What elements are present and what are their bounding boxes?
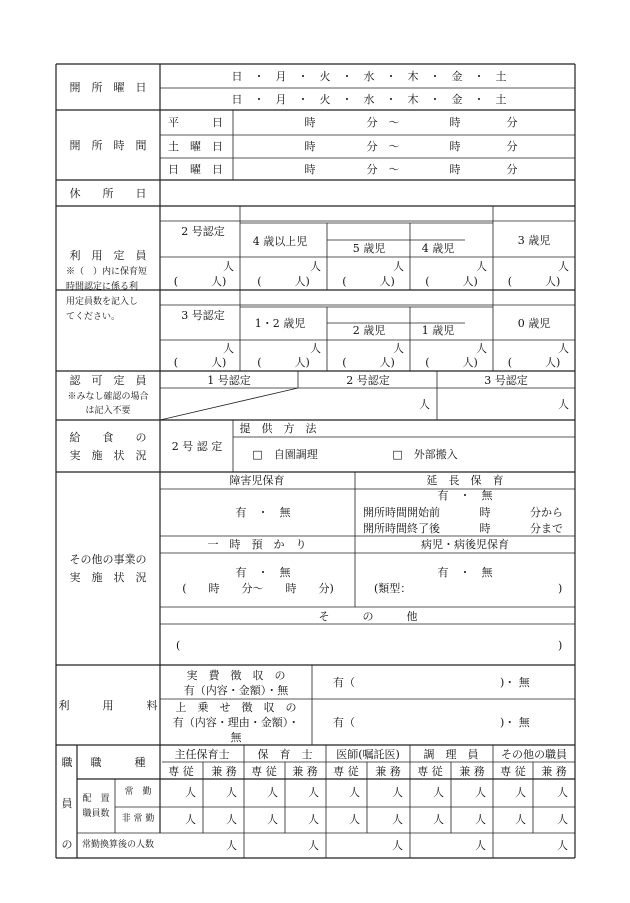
hours-ji: 時: [449, 162, 461, 176]
staff-sub: 兼 務: [375, 764, 401, 778]
capacity-nin: 人: [393, 259, 404, 273]
other-temp: 一 時 預 か り: [207, 537, 307, 551]
staff-sub: 兼 務: [541, 764, 567, 778]
days-row2: 日 ・ 月 ・ 火 ・ 水 ・ 木 ・ 金 ・ 土: [231, 92, 507, 106]
hours-fun: 分: [506, 115, 518, 129]
capacity-nin: 人: [476, 341, 487, 355]
staff-sub: 兼 務: [211, 764, 237, 778]
hours-fun: 分: [506, 162, 518, 176]
staff-nin: 人: [267, 785, 278, 799]
label-closed: 休 所 日: [69, 186, 147, 200]
other-umu: 有 ・ 無: [235, 505, 291, 519]
capacity-paren-nin: ( 人): [342, 355, 395, 369]
capacity-nin: 人: [558, 341, 569, 355]
capacity-age2: 2 歳児: [352, 323, 386, 337]
staff-sub: 専 従: [333, 764, 359, 778]
other-open-paren: (: [176, 638, 181, 652]
staff-header: その他の職員: [501, 747, 567, 761]
meals-self: □ 自園調理: [252, 447, 318, 461]
hours-fun: 分: [506, 139, 518, 153]
other-fun-kara: 分から: [530, 505, 563, 519]
staff-side: 員: [61, 796, 73, 810]
staff-header: 主任保育士: [174, 747, 230, 761]
capacity-note: 用定員数を記入し: [66, 296, 139, 307]
other-close-paren: ): [558, 638, 563, 652]
label-other: その他の事業の: [69, 552, 147, 566]
staff-nin: 人: [392, 812, 403, 826]
meals-outside: □ 外部搬入: [392, 447, 458, 461]
capacity-paren-nin: ( 人): [173, 274, 227, 288]
staff-nin: 人: [226, 812, 237, 826]
approved-nin: 人: [419, 397, 430, 411]
other-type-label: (類型：: [374, 581, 412, 595]
approved-type2: 2 号認定: [346, 373, 390, 387]
staff-nin: 人: [267, 812, 278, 826]
capacity-note: 時間認定に係る利: [66, 281, 139, 292]
staff-nin: 人: [185, 785, 196, 799]
staff-nin: 人: [433, 785, 444, 799]
hours-ji: 時: [304, 162, 316, 176]
fee-close-none: )・ 無: [500, 715, 530, 729]
meals-method: 提 供 方 法: [239, 421, 317, 435]
staff-header: 調 理 員: [423, 747, 479, 761]
label-fee: 利 用 料: [58, 698, 158, 712]
other-umu: 有 ・ 無: [235, 565, 291, 579]
other-temp-time: ( 時 分〜 時 分): [182, 581, 334, 595]
approved-note: は記入不要: [85, 405, 131, 416]
fee-actual: 有（内容・金額）・無: [183, 683, 289, 697]
hours-row-label: 平 日: [168, 115, 223, 129]
other-after: 開所時間終了後: [363, 521, 440, 535]
staff-hijokin: 非 常 勤: [121, 813, 155, 824]
capacity-note: ※（ ）内に保育短: [66, 266, 148, 277]
other-umu: 有 ・ 無: [437, 565, 493, 579]
staff-nin: 人: [308, 785, 319, 799]
staff-nin: 人: [308, 838, 319, 852]
capacity-paren-nin: ( 人): [342, 274, 395, 288]
staff-nin: 人: [349, 785, 360, 799]
staff-nin: 人: [557, 785, 568, 799]
capacity-age4up: 4 歳以上児: [252, 234, 308, 248]
capacity-age4: 4 歳児: [421, 241, 455, 255]
staff-nin: 人: [557, 838, 568, 852]
meals-type2: 2 号 認 定: [171, 439, 223, 453]
other-fun-made: 分まで: [530, 521, 563, 535]
fee-actual: 実 費 徴 収 の: [186, 668, 286, 682]
hours-fun-kara: 分 〜: [366, 162, 400, 176]
staff-header: 保 育 士: [257, 747, 313, 761]
fee-add: 無: [230, 730, 242, 744]
capacity-age0: 0 歳児: [517, 316, 551, 330]
fee-close-none: )・ 無: [500, 675, 530, 689]
other-ji: 時: [479, 505, 491, 519]
approved-note: ※みなし確認の場合: [67, 391, 149, 402]
staff-sub: 専 従: [417, 764, 443, 778]
staff-sub: 専 従: [500, 764, 526, 778]
capacity-paren-nin: ( 人): [425, 274, 478, 288]
other-umu: 有 ・ 無: [437, 488, 493, 502]
staff-side: 職: [61, 755, 73, 769]
staff-nin: 人: [185, 812, 196, 826]
staff-nin: 人: [349, 812, 360, 826]
staff-nin: 人: [392, 785, 403, 799]
hours-ji: 時: [304, 115, 316, 129]
capacity-note: てください。: [66, 311, 121, 322]
capacity-nin: 人: [558, 259, 569, 273]
staff-nin: 人: [475, 812, 486, 826]
label-approved: 認 可 定 員: [69, 373, 147, 387]
approved-type3: 3 号認定: [484, 373, 528, 387]
staff-sub: 兼 務: [292, 764, 318, 778]
staff-header: 医師(嘱託医): [336, 747, 400, 761]
staff-shushu: 職 種: [90, 755, 146, 769]
staff-sub: 兼 務: [459, 764, 485, 778]
hours-ji: 時: [449, 139, 461, 153]
hours-fun-kara: 分 〜: [366, 115, 400, 129]
staff-shokuin: 職員数: [82, 808, 110, 819]
staff-nin: 人: [475, 785, 486, 799]
staff-side: の: [61, 837, 73, 851]
label-meals: 給 食 の: [69, 430, 147, 444]
capacity-nin: 人: [223, 259, 234, 273]
capacity-age5: 5 歳児: [352, 241, 386, 255]
label-days: 開 所 曜 日: [69, 80, 147, 94]
capacity-nin: 人: [310, 341, 321, 355]
other-before: 開所時間開始前: [363, 505, 440, 519]
capacity-paren-nin: ( 人): [257, 274, 310, 288]
capacity-age1: 1 歳児: [421, 323, 455, 337]
capacity-type2: 2 号認定: [181, 224, 225, 238]
staff-nin: 人: [475, 838, 486, 852]
staff-nin: 人: [308, 812, 319, 826]
other-extended: 延 長 保 育: [426, 473, 504, 487]
capacity-paren-nin: ( 人): [425, 355, 478, 369]
label-other: 実 施 状 況: [69, 570, 147, 584]
capacity-paren-nin: ( 人): [507, 274, 561, 288]
approved-nin: 人: [558, 397, 569, 411]
staff-jokin: 常 勤: [124, 786, 152, 797]
label-meals: 実 施 状 況: [69, 448, 147, 462]
staff-nin: 人: [515, 812, 526, 826]
hours-ji: 時: [304, 139, 316, 153]
capacity-nin: 人: [476, 259, 487, 273]
staff-nin: 人: [392, 838, 403, 852]
capacity-nin: 人: [310, 259, 321, 273]
capacity-type3: 3 号認定: [181, 308, 225, 322]
fee-yes-open: 有（: [333, 675, 355, 689]
hours-fun-kara: 分 〜: [366, 139, 400, 153]
label-hours: 開 所 時 間: [69, 138, 147, 152]
hours-ji: 時: [449, 115, 461, 129]
fee-yes-open: 有（: [333, 715, 355, 729]
other-other: そ の 他: [318, 609, 418, 623]
staff-nin: 人: [226, 838, 237, 852]
staff-nin: 人: [226, 785, 237, 799]
label-capacity: 利 用 定 員: [69, 248, 147, 262]
hours-row-label: 日 曜 日: [168, 162, 223, 176]
approved-type1: 1 号認定: [207, 373, 251, 387]
staff-nin: 人: [557, 812, 568, 826]
capacity-nin: 人: [393, 341, 404, 355]
capacity-paren-nin: ( 人): [257, 355, 310, 369]
staff-kansan: 常勤換算後の人数: [81, 839, 155, 850]
other-sick: 病児・病後児保育: [421, 537, 509, 551]
capacity-age12: 1・2 歳児: [254, 316, 306, 330]
capacity-nin: 人: [223, 341, 234, 355]
days-row1: 日 ・ 月 ・ 火 ・ 水 ・ 木 ・ 金 ・ 土: [231, 69, 507, 83]
fee-add: 有（内容・理由・金額）・: [172, 715, 300, 729]
staff-nin: 人: [433, 812, 444, 826]
capacity-paren-nin: ( 人): [507, 355, 561, 369]
other-ji: 時: [479, 521, 491, 535]
staff-nin: 人: [515, 785, 526, 799]
diagonal-line: [160, 388, 298, 420]
capacity-age3: 3 歳児: [517, 233, 551, 247]
capacity-paren-nin: ( 人): [173, 355, 227, 369]
staff-sub: 専 従: [168, 764, 194, 778]
hours-row-label: 土 曜 日: [168, 139, 223, 153]
staff-sub: 専 従: [251, 764, 277, 778]
fee-add: 上 乗 せ 徴 収 の: [175, 700, 297, 714]
other-disabled: 障害児保育: [229, 473, 285, 487]
staff-haichi: 配 置: [82, 793, 110, 804]
other-close-paren: ): [558, 581, 563, 595]
